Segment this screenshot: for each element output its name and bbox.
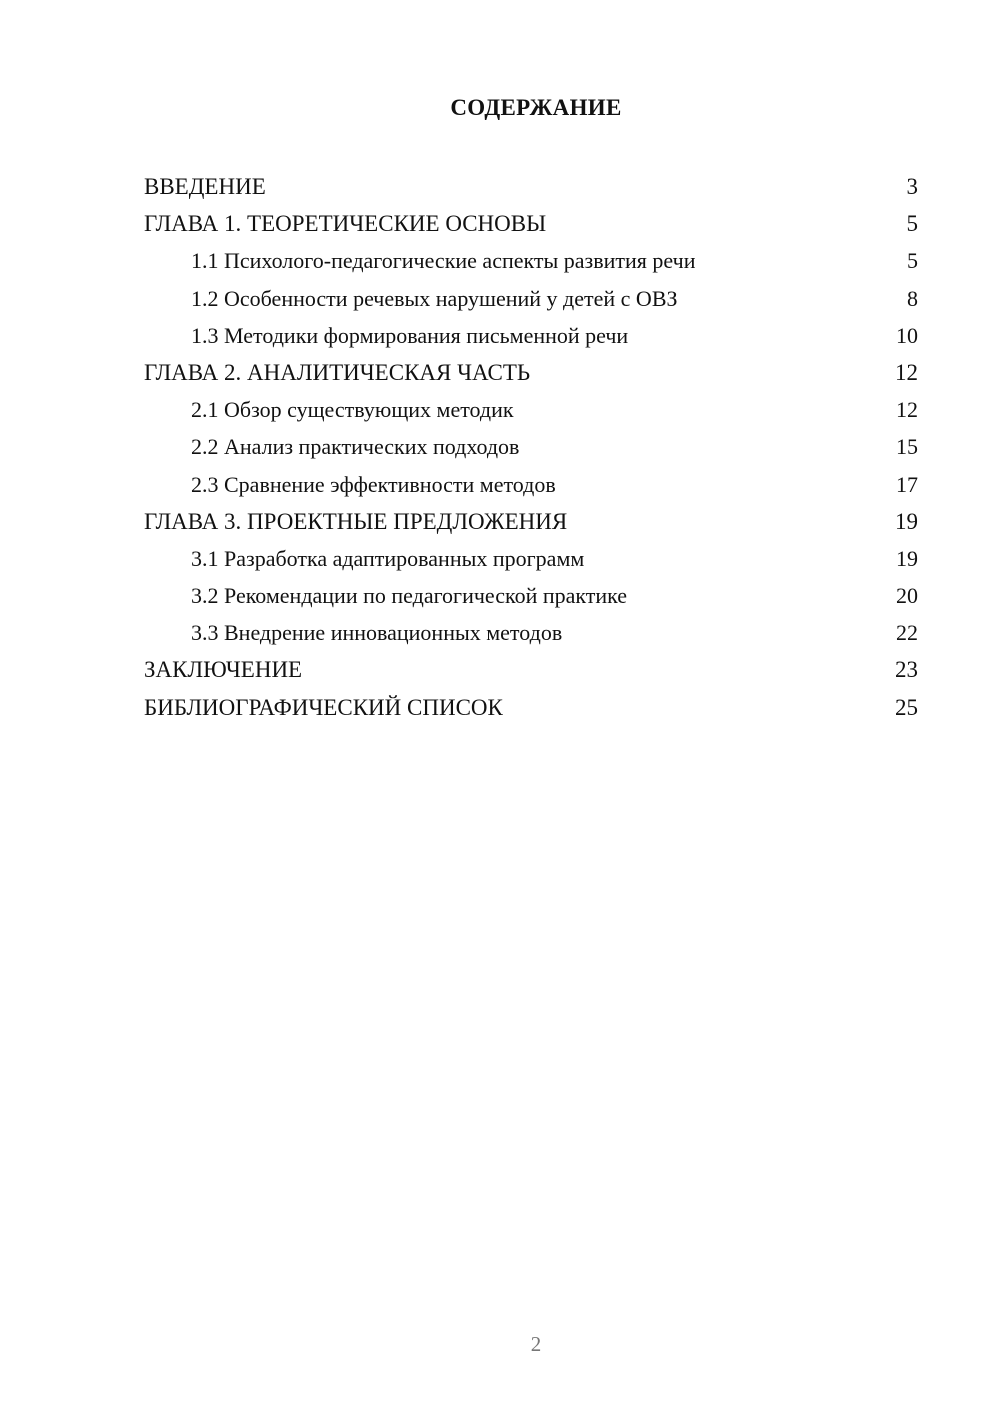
toc-entry-section-1-1[interactable] — [144, 242, 918, 279]
toc-entry-page-number: 19 — [895, 508, 918, 534]
toc-entry-page-number: 19 — [896, 545, 918, 571]
toc-entry-page-number: 3 — [906, 174, 918, 199]
toc-entry-label: ЗАКЛЮЧЕНИЕ — [144, 657, 303, 683]
toc-entry-label: 2.3 Сравнение эффективности методов — [191, 471, 556, 497]
toc-entry-chapter-2[interactable] — [144, 354, 918, 391]
toc-entry-label: 3.1 Разработка адаптированных программ — [191, 545, 585, 571]
toc-entry-label: 3.3 Внедрение инновационных методов — [191, 620, 563, 646]
toc-entry-page-number: 12 — [896, 397, 918, 423]
toc-entry-label: ГЛАВА 2. АНАЛИТИЧЕСКАЯ ЧАСТЬ — [144, 359, 531, 385]
toc-entry-label: ГЛАВА 3. ПРОЕКТНЫЕ ПРЕДЛОЖЕНИЯ — [144, 508, 568, 534]
toc-entry-introduction[interactable] — [144, 168, 918, 205]
toc-entry-page-number: 17 — [896, 471, 918, 497]
toc-entry-page-number: 10 — [896, 322, 918, 348]
toc-entry-section-2-1[interactable] — [144, 391, 918, 428]
table-of-contents — [144, 168, 918, 726]
toc-entry-label: 2.2 Анализ практических подходов — [191, 434, 520, 460]
toc-entry-label: 1.2 Особенности речевых нарушений у детей с ОВЗ — [191, 285, 678, 311]
toc-entry-bibliography[interactable] — [144, 689, 918, 726]
toc-entry-label: 3.2 Рекомендации по педагогической практике — [191, 583, 628, 609]
toc-entry-label: БИБЛИОГРАФИЧЕСКИЙ СПИСОК — [144, 694, 503, 720]
toc-entry-page-number: 22 — [896, 620, 918, 646]
toc-entry-section-3-2[interactable] — [144, 577, 918, 614]
toc-entry-page-number: 25 — [895, 694, 918, 720]
toc-entry-page-number: 15 — [896, 434, 918, 460]
page-number: 2 — [530, 1332, 542, 1356]
toc-entry-page-number: 20 — [896, 583, 918, 609]
toc-entry-chapter-3[interactable] — [144, 503, 918, 540]
toc-entry-page-number: 8 — [907, 285, 918, 311]
toc-entry-section-2-2[interactable] — [144, 428, 918, 465]
toc-entry-label: ГЛАВА 1. ТЕОРЕТИЧЕСКИЕ ОСНОВЫ — [144, 211, 547, 237]
toc-entry-conclusion[interactable] — [144, 651, 918, 688]
toc-entry-label: ВВЕДЕНИЕ — [144, 174, 266, 199]
toc-entry-section-2-3[interactable] — [144, 466, 918, 503]
toc-entry-section-1-3[interactable] — [144, 317, 918, 354]
toc-entry-section-1-2[interactable] — [144, 280, 918, 317]
toc-entry-section-3-3[interactable] — [144, 614, 918, 651]
toc-entry-page-number: 12 — [895, 359, 918, 385]
toc-entry-page-number: 5 — [907, 248, 918, 274]
toc-entry-section-3-1[interactable] — [144, 540, 918, 577]
toc-entry-label: 2.1 Обзор существующих методик — [191, 397, 514, 423]
toc-entry-page-number: 23 — [895, 657, 918, 683]
page-title: СОДЕРЖАНИЕ — [450, 95, 622, 120]
toc-entry-page-number: 5 — [906, 211, 918, 237]
toc-entry-label: 1.3 Методики формирования письменной речи — [191, 322, 629, 348]
toc-entry-chapter-1[interactable] — [144, 205, 918, 242]
toc-entry-label: 1.1 Психолого-педагогические аспекты развития речи — [191, 248, 696, 274]
